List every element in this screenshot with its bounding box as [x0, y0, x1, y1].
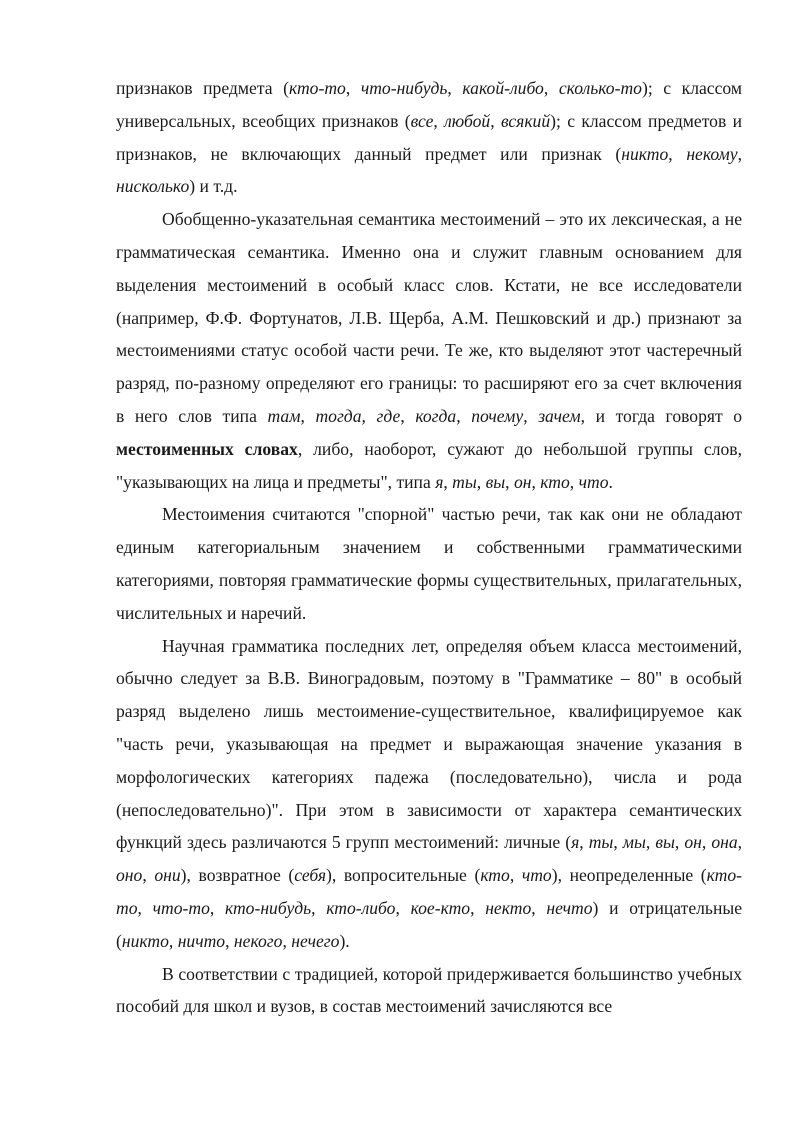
italic-example-word: сколько-то — [558, 78, 642, 98]
paragraph — [116, 958, 742, 1024]
text-run: ), неопределенные ( — [551, 865, 707, 886]
text-run: , — [400, 405, 416, 426]
text-run: , — [168, 930, 178, 951]
text-run: ) и отрицательные ( — [116, 897, 743, 951]
paragraph — [116, 72, 742, 203]
text-run: , — [613, 832, 623, 853]
italic-example-word: кто — [480, 865, 510, 886]
text-run: , — [137, 897, 153, 918]
text-run: , и тогда говорят о — [580, 405, 743, 426]
text-run: , — [470, 897, 486, 918]
text-run: , — [209, 897, 225, 918]
italic-example-word: он — [684, 832, 702, 853]
text-run: , — [531, 471, 541, 492]
text-run: , — [674, 832, 685, 853]
italic-example-word: кто-нибудь — [224, 897, 312, 918]
text-run: , — [509, 865, 522, 886]
paragraph — [116, 630, 742, 958]
text-run: , — [668, 143, 687, 164]
text-run: , — [447, 78, 463, 98]
text-run: . — [608, 471, 613, 492]
italic-example-word: они — [154, 865, 181, 886]
text-run: , — [395, 897, 411, 918]
italic-example-word: почему — [471, 405, 524, 426]
paragraph — [116, 203, 742, 498]
text-run: , — [737, 832, 743, 853]
italic-example-word: она — [711, 832, 738, 853]
italic-example-word: любой — [444, 110, 491, 131]
italic-example-word: нечто — [546, 897, 593, 918]
italic-example-word: где — [376, 405, 401, 426]
italic-example-word: ты — [452, 471, 477, 492]
italic-example-word: нисколько — [116, 176, 190, 197]
italic-example-word: тогда — [315, 405, 362, 426]
bold-term: местоименных словах — [116, 438, 298, 459]
text-run: , — [300, 405, 316, 426]
text-run: , — [433, 110, 445, 131]
text-run: , — [505, 471, 514, 492]
italic-example-word: я — [571, 832, 580, 853]
italic-example-word: кое-кто — [410, 897, 471, 918]
text-run: , — [142, 865, 155, 886]
paragraph — [116, 498, 742, 629]
text-run: , — [361, 405, 377, 426]
text-run: ). — [339, 930, 350, 951]
italic-example-word: он — [513, 471, 532, 492]
text-run: , — [531, 897, 547, 918]
italic-example-word: вы — [655, 832, 675, 853]
text-run: , — [701, 832, 712, 853]
text-run: , — [645, 832, 656, 853]
italic-example-word: кто-либо — [326, 897, 396, 918]
text-run: ); с классом универсальных, всеобщих признаков ( — [116, 78, 743, 131]
italic-example-word: вы — [485, 471, 506, 492]
text-run: , — [443, 471, 453, 492]
text-run: ), возвратное ( — [180, 865, 295, 886]
italic-example-word: некого — [233, 930, 283, 951]
italic-example-word: никто — [121, 930, 169, 951]
italic-example-word: мы — [622, 832, 646, 853]
italic-example-word: кто-то — [288, 78, 346, 98]
text-run: , — [456, 405, 472, 426]
text-run: ), вопросительные ( — [326, 865, 481, 886]
italic-example-word: некто — [485, 897, 532, 918]
italic-example-word: кто-то — [116, 865, 743, 918]
italic-example-word: оно — [116, 865, 143, 886]
text-run: , — [225, 930, 234, 951]
italic-example-word: ничто — [177, 930, 226, 951]
italic-example-word: всякий — [500, 110, 551, 131]
text-run: , — [345, 78, 361, 98]
text-run: ) и т.д. — [189, 176, 238, 197]
text-run: , — [543, 78, 559, 98]
italic-example-word: зачем — [538, 405, 581, 426]
text-run: признаков предмета ( — [116, 78, 289, 98]
italic-example-word: что-то — [152, 897, 210, 918]
text-run: , — [579, 832, 589, 853]
text-run: , — [569, 471, 579, 492]
text-run: , — [282, 930, 292, 951]
italic-example-word: кто — [540, 471, 570, 492]
italic-example-word: никто — [621, 143, 669, 164]
italic-example-word: там — [267, 405, 301, 426]
text-run: В соответствии с традицией, которой придерживается большинство учебных пособий для школ и вузов, в состав местоимений зачисляются все — [116, 963, 742, 1017]
text-run: ); с классом предметов и признаков, не включающих данный предмет или признак ( — [116, 110, 743, 164]
italic-example-word: я — [435, 471, 444, 492]
text-run: Местоимения считаются "спорной" частью речи, так как они не обладают единым категориальным значением и собственными грамматическими категориями, повторяя грамматические формы существительных, прилагательных, числительных и наречий. — [116, 504, 742, 623]
text-run: , — [476, 471, 486, 492]
italic-example-word: что-нибудь — [360, 78, 448, 98]
text-run: Научная грамматика последних лет, определяя объем класса местоимений, обычно следует за В.В. Виноградовым, поэтому в "Грамматике – 80" в особый разряд выделено лишь местоимение-существительное, квалифицируемое как "часть речи, указывающая на предмет и выражающая значение указания в морфологических категориях падежа (последовательно), числа и рода (непоследовательно)". При этом в зависимости от характера семантических функций здесь различаются 5 групп местоимений: личные ( — [116, 635, 742, 853]
italic-example-word: некому — [686, 143, 738, 164]
italic-example-word: все — [410, 110, 434, 131]
italic-example-word: себя — [294, 865, 327, 886]
italic-example-word: какой-либо — [462, 78, 544, 98]
text-run: , — [490, 110, 501, 131]
italic-example-word: ты — [588, 832, 614, 853]
italic-example-word: что — [578, 471, 609, 492]
text-run: , — [737, 143, 742, 164]
italic-example-word: когда — [415, 405, 457, 426]
italic-example-word: нечего — [291, 930, 340, 951]
document-body — [116, 72, 742, 1023]
text-run: , — [523, 405, 539, 426]
text-run: , либо, наоборот, сужают до небольшой группы слов, "указывающих на лица и предметы", типа — [116, 438, 742, 492]
text-run: , — [311, 897, 327, 918]
italic-example-word: что — [521, 865, 552, 886]
text-run: Обобщенно-указательная семантика местоимений – это их лексическая, а не грамматическая семантика. Именно она и служит главным основанием для выделения местоимений в особый класс слов. Кстати, не все исследователи (например, Ф.Ф. Фортунатов, Л.В. Щерба, А.М. Пешковский и др.) признают за местоимениями статус особой части речи. Те же, кто выделяют этот частеречный разряд, по-разному определяют его границы: то расширяют его за счет включения в него слов типа — [116, 209, 742, 426]
